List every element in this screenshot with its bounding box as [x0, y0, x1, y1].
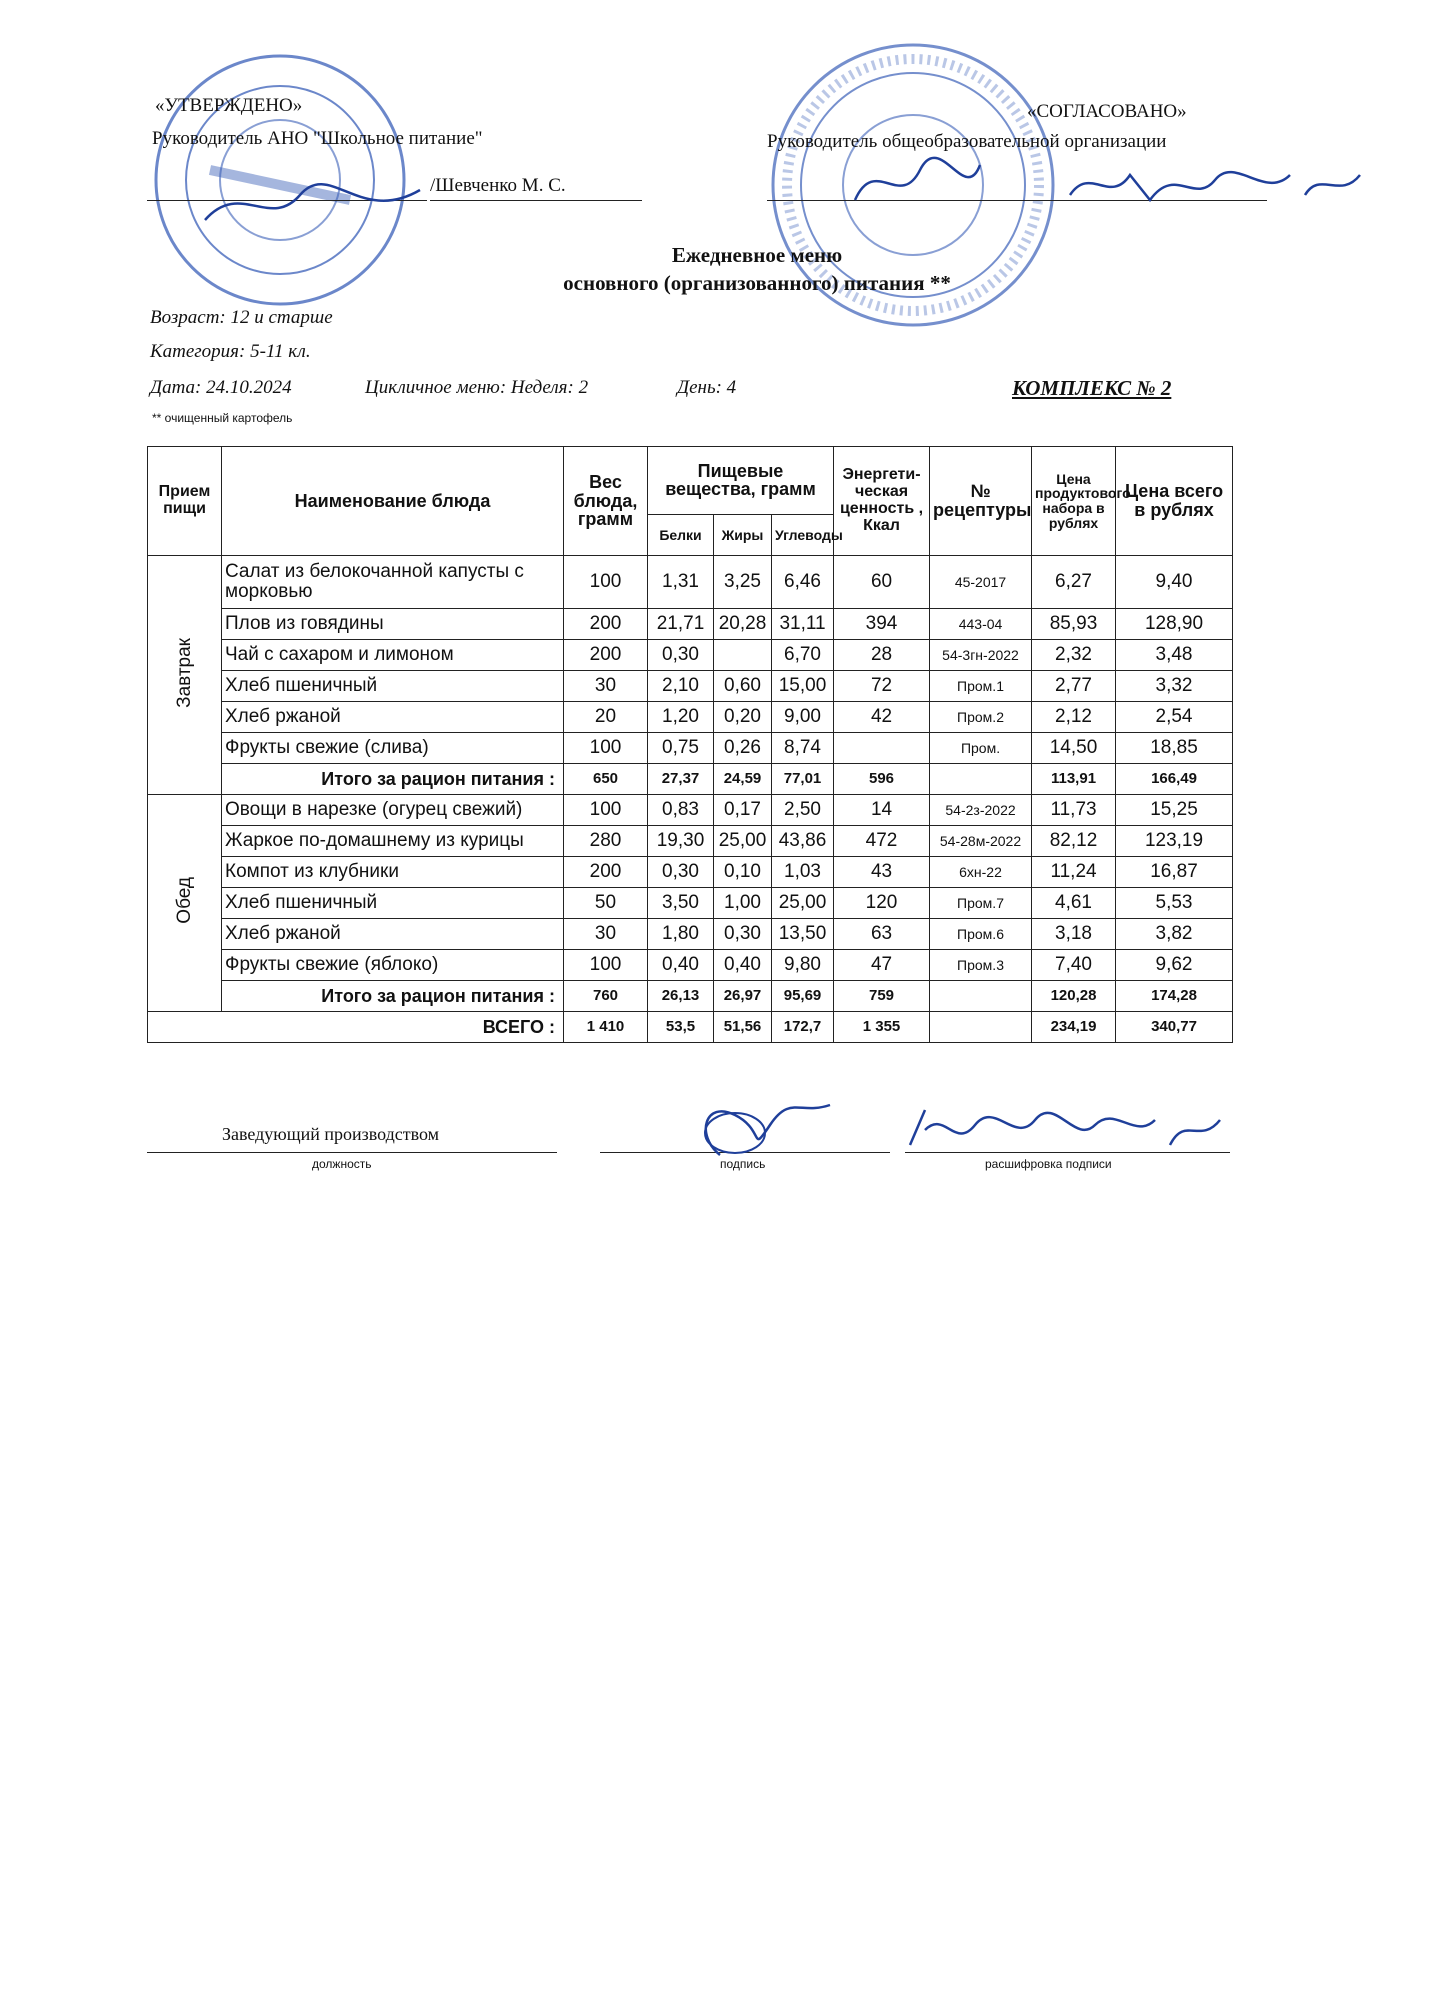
dish-set-price: 6,27 — [1032, 556, 1116, 609]
dish-recipe: Пром.6 — [930, 919, 1032, 950]
dish-total-price: 9,40 — [1116, 556, 1233, 609]
footer-decode-signature-icon — [905, 1105, 1225, 1155]
grand-total-protein: 53,5 — [648, 1012, 714, 1043]
dish-total-price: 16,87 — [1116, 857, 1233, 888]
dish-fat: 3,25 — [714, 556, 772, 609]
dish-carbs: 1,03 — [772, 857, 834, 888]
dish-energy: 42 — [834, 702, 930, 733]
dish-fat: 0,30 — [714, 919, 772, 950]
date-label: Дата: 24.10.2024 — [150, 377, 292, 398]
dish-fat: 0,17 — [714, 795, 772, 826]
table-row — [148, 857, 1233, 888]
meal-lunch: Обед — [148, 795, 222, 1012]
dish-set-price: 2,77 — [1032, 671, 1116, 702]
dish-set-price: 14,50 — [1032, 733, 1116, 764]
dish-weight: 100 — [564, 556, 648, 609]
header-set-price: Цена продуктового набора в рублях — [1032, 447, 1116, 556]
total-label: Итого за рацион питания : — [222, 981, 564, 1012]
footer-position: Заведующий производством — [222, 1124, 440, 1144]
dish-protein: 1,31 — [648, 556, 714, 609]
approved-name-line — [430, 200, 642, 201]
total-protein: 26,13 — [648, 981, 714, 1012]
dish-energy: 43 — [834, 857, 930, 888]
approved-signature-icon — [200, 170, 430, 240]
header-fat: Жиры — [714, 514, 772, 555]
dish-protein: 19,30 — [648, 826, 714, 857]
dish-fat: 20,28 — [714, 609, 772, 640]
dish-weight: 100 — [564, 795, 648, 826]
dish-energy: 472 — [834, 826, 930, 857]
dish-carbs: 25,00 — [772, 888, 834, 919]
cycle-label: Цикличное меню: Неделя: 2 — [365, 377, 589, 398]
total-carbs: 95,69 — [772, 981, 834, 1012]
dish-protein: 3,50 — [648, 888, 714, 919]
complex-label: КОМПЛЕКС № 2 — [1012, 376, 1172, 400]
table-row — [148, 919, 1233, 950]
dish-name: Овощи в нарезке (огурец свежий) — [222, 795, 564, 826]
table-row — [148, 609, 1233, 640]
dish-weight: 200 — [564, 857, 648, 888]
dish-energy: 60 — [834, 556, 930, 609]
table-row — [148, 733, 1233, 764]
header-energy: Энергети- ческая ценность , Ккал — [834, 447, 930, 556]
dish-name: Салат из белокочанной капусты с морковью — [222, 556, 564, 609]
dish-name: Жаркое по-домашнему из курицы — [222, 826, 564, 857]
header-name: Наименование блюда — [222, 447, 564, 556]
grand-total-fat: 51,56 — [714, 1012, 772, 1043]
footer-position-line — [147, 1152, 557, 1153]
table-row — [148, 671, 1233, 702]
header-carbs: Углеводы — [772, 514, 834, 555]
dish-name: Хлеб пшеничный — [222, 671, 564, 702]
dish-carbs: 6,70 — [772, 640, 834, 671]
dish-recipe: Пром. — [930, 733, 1032, 764]
dish-set-price: 2,32 — [1032, 640, 1116, 671]
dish-total-price: 3,82 — [1116, 919, 1233, 950]
dish-energy: 63 — [834, 919, 930, 950]
dish-recipe: 54-2з-2022 — [930, 795, 1032, 826]
total-energy: 759 — [834, 981, 930, 1012]
grand-total-label: ВСЕГО : — [148, 1012, 564, 1043]
total-carbs: 77,01 — [772, 764, 834, 795]
dish-fat: 0,26 — [714, 733, 772, 764]
menu-table — [147, 446, 1233, 1043]
total-protein: 27,37 — [648, 764, 714, 795]
total-fat: 24,59 — [714, 764, 772, 795]
table-row — [148, 888, 1233, 919]
dish-recipe: Пром.2 — [930, 702, 1032, 733]
header-recipe: № рецептуры — [930, 447, 1032, 556]
header-weight: Вес блюда, грамм — [564, 447, 648, 556]
total-recipe — [930, 764, 1032, 795]
dish-name: Чай с сахаром и лимоном — [222, 640, 564, 671]
dish-recipe: 6хн-22 — [930, 857, 1032, 888]
dish-energy: 28 — [834, 640, 930, 671]
dish-fat: 0,20 — [714, 702, 772, 733]
header-meal: Прием пищи — [148, 447, 222, 556]
dish-recipe: 54-3гн-2022 — [930, 640, 1032, 671]
dish-total-price: 3,48 — [1116, 640, 1233, 671]
dish-name: Хлеб пшеничный — [222, 888, 564, 919]
total-total-price: 166,49 — [1116, 764, 1233, 795]
total-fat: 26,97 — [714, 981, 772, 1012]
grand-total-carbs: 172,7 — [772, 1012, 834, 1043]
dish-set-price: 4,61 — [1032, 888, 1116, 919]
dish-total-price: 123,19 — [1116, 826, 1233, 857]
approved-by: Руководитель АНО "Школьное питание" — [152, 128, 483, 149]
dish-fat: 1,00 — [714, 888, 772, 919]
dish-protein: 21,71 — [648, 609, 714, 640]
table-row — [148, 795, 1233, 826]
grand-total-recipe — [930, 1012, 1032, 1043]
dish-recipe: Пром.3 — [930, 950, 1032, 981]
header-total-price: Цена всего в рублях — [1116, 447, 1233, 556]
total-weight: 650 — [564, 764, 648, 795]
footer-signature-caption: подпись — [720, 1157, 766, 1171]
dish-protein: 0,30 — [648, 640, 714, 671]
grand-total-weight: 1 410 — [564, 1012, 648, 1043]
dish-total-price: 2,54 — [1116, 702, 1233, 733]
dish-weight: 20 — [564, 702, 648, 733]
breakfast-total-row — [148, 764, 1233, 795]
dish-name: Фрукты свежие (слива) — [222, 733, 564, 764]
total-weight: 760 — [564, 981, 648, 1012]
agreed-signature-icon — [845, 150, 985, 220]
dish-protein: 0,30 — [648, 857, 714, 888]
total-set-price: 113,91 — [1032, 764, 1116, 795]
dish-recipe: Пром.7 — [930, 888, 1032, 919]
dish-carbs: 6,46 — [772, 556, 834, 609]
footer-signature-icon — [680, 1095, 840, 1165]
category-label: Категория: 5-11 кл. — [150, 341, 311, 362]
total-recipe — [930, 981, 1032, 1012]
dish-energy — [834, 733, 930, 764]
dish-recipe: Пром.1 — [930, 671, 1032, 702]
dish-carbs: 31,11 — [772, 609, 834, 640]
title-line1: Ежедневное меню — [671, 243, 843, 267]
dish-energy: 394 — [834, 609, 930, 640]
dish-carbs: 13,50 — [772, 919, 834, 950]
dish-recipe: 54-28м-2022 — [930, 826, 1032, 857]
total-energy: 596 — [834, 764, 930, 795]
dish-weight: 100 — [564, 950, 648, 981]
dish-energy: 72 — [834, 671, 930, 702]
header-row — [148, 447, 1233, 515]
day-label: День: 4 — [677, 377, 737, 398]
dish-total-price: 5,53 — [1116, 888, 1233, 919]
dish-total-price: 18,85 — [1116, 733, 1233, 764]
dish-weight: 50 — [564, 888, 648, 919]
lunch-total-row — [148, 981, 1233, 1012]
dish-protein: 0,83 — [648, 795, 714, 826]
dish-name: Плов из говядины — [222, 609, 564, 640]
dish-weight: 30 — [564, 671, 648, 702]
dish-energy: 14 — [834, 795, 930, 826]
header-protein: Белки — [648, 514, 714, 555]
total-label: Итого за рацион питания : — [222, 764, 564, 795]
dish-protein: 0,40 — [648, 950, 714, 981]
dish-fat: 25,00 — [714, 826, 772, 857]
table-row — [148, 950, 1233, 981]
approved-label: «УТВЕРЖДЕНО» — [155, 95, 303, 116]
agreed-by: Руководитель общеобразовательной организации — [767, 131, 1167, 152]
dish-energy: 120 — [834, 888, 930, 919]
meal-breakfast: Завтрак — [148, 556, 222, 795]
grand-total-energy: 1 355 — [834, 1012, 930, 1043]
dish-protein: 1,80 — [648, 919, 714, 950]
dish-fat: 0,40 — [714, 950, 772, 981]
dish-carbs: 8,74 — [772, 733, 834, 764]
dish-name: Хлеб ржаной — [222, 919, 564, 950]
dish-name: Компот из клубники — [222, 857, 564, 888]
dish-carbs: 43,86 — [772, 826, 834, 857]
dish-total-price: 9,62 — [1116, 950, 1233, 981]
dish-set-price: 3,18 — [1032, 919, 1116, 950]
dish-protein: 1,20 — [648, 702, 714, 733]
grand-total-row — [148, 1012, 1233, 1043]
dish-set-price: 11,73 — [1032, 795, 1116, 826]
footer-position-caption: должность — [312, 1157, 372, 1171]
dish-name: Хлеб ржаной — [222, 702, 564, 733]
dish-set-price: 2,12 — [1032, 702, 1116, 733]
dish-name: Фрукты свежие (яблоко) — [222, 950, 564, 981]
table-row — [148, 702, 1233, 733]
dish-fat: 0,10 — [714, 857, 772, 888]
dish-weight: 30 — [564, 919, 648, 950]
dish-weight: 200 — [564, 609, 648, 640]
table-row — [148, 640, 1233, 671]
dish-total-price: 3,32 — [1116, 671, 1233, 702]
dish-set-price: 7,40 — [1032, 950, 1116, 981]
dish-energy: 47 — [834, 950, 930, 981]
agreed-label: «СОГЛАСОВАНО» — [1027, 101, 1187, 122]
dish-weight: 100 — [564, 733, 648, 764]
table-row — [148, 556, 1233, 609]
dish-set-price: 85,93 — [1032, 609, 1116, 640]
header-nutrients: Пищевые вещества, грамм — [648, 447, 834, 515]
dish-fat — [714, 640, 772, 671]
agreed-name-signature-icon — [1065, 155, 1365, 215]
dish-carbs: 9,00 — [772, 702, 834, 733]
dish-recipe: 45-2017 — [930, 556, 1032, 609]
dish-protein: 0,75 — [648, 733, 714, 764]
footer-decode-caption: расшифровка подписи — [985, 1157, 1112, 1171]
dish-protein: 2,10 — [648, 671, 714, 702]
grand-total-total-price: 340,77 — [1116, 1012, 1233, 1043]
footnote: ** очищенный картофель — [152, 411, 293, 425]
total-total-price: 174,28 — [1116, 981, 1233, 1012]
dish-set-price: 82,12 — [1032, 826, 1116, 857]
dish-weight: 200 — [564, 640, 648, 671]
dish-weight: 280 — [564, 826, 648, 857]
approved-name: /Шевченко М. С. — [430, 175, 566, 196]
dish-carbs: 15,00 — [772, 671, 834, 702]
total-set-price: 120,28 — [1032, 981, 1116, 1012]
title-line2: основного (организованного) питания ** — [563, 271, 951, 295]
dish-recipe: 443-04 — [930, 609, 1032, 640]
dish-carbs: 9,80 — [772, 950, 834, 981]
table-row — [148, 826, 1233, 857]
dish-fat: 0,60 — [714, 671, 772, 702]
dish-total-price: 128,90 — [1116, 609, 1233, 640]
grand-total-set-price: 234,19 — [1032, 1012, 1116, 1043]
dish-total-price: 15,25 — [1116, 795, 1233, 826]
dish-set-price: 11,24 — [1032, 857, 1116, 888]
dish-carbs: 2,50 — [772, 795, 834, 826]
age-label: Возраст: 12 и старше — [150, 307, 333, 328]
